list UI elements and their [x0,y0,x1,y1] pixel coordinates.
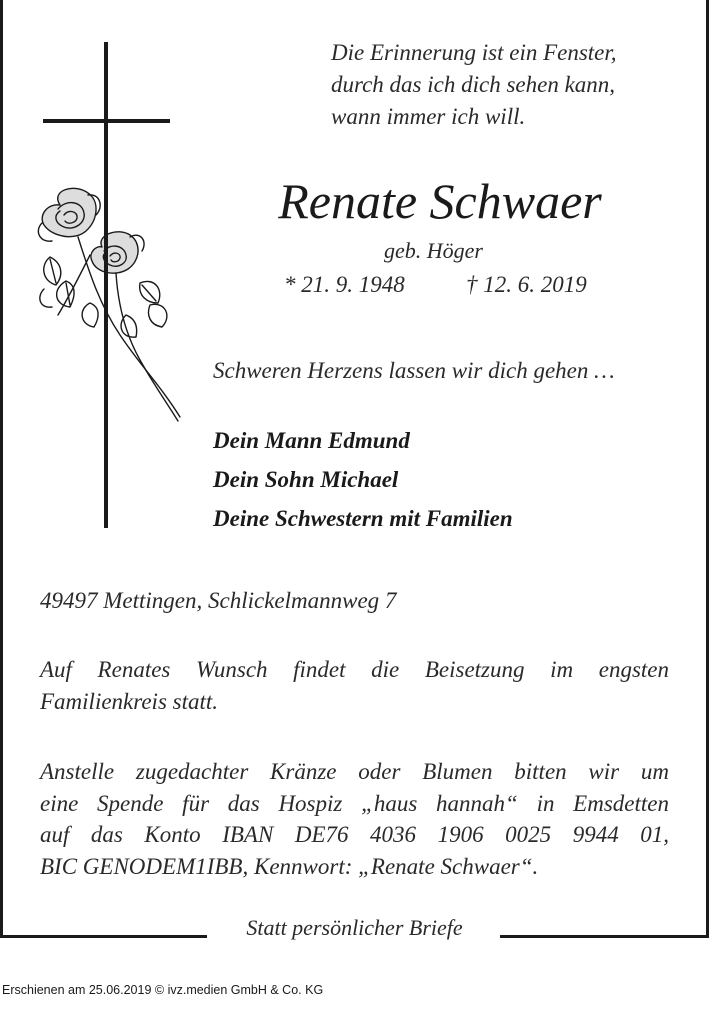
birth-name: geb. Höger [384,238,483,263]
farewell-line: Schweren Herzens lassen wir dich gehen … [213,358,615,383]
publication-imprint: Erschienen am 25.06.2019 © ivz.medien GmbH & Co. KG [2,983,324,997]
deceased-name: Renate Schwaer [278,173,602,229]
mourner-line: Dein Sohn Michael [213,467,399,492]
donation-note-line: auf das Konto IBAN DE76 4036 1906 0025 9944 01, [40,822,669,847]
memorial-quote [331,37,617,133]
donation-note-line: Anstelle zugedachter Kränze oder Blumen bitten wir um [40,759,669,784]
donation-note-line: BIC GENODEM1IBB, Kennwort: „Renate Schwaer“. [40,853,539,879]
birth-date: * 21. 9. 1948 [284,272,405,297]
quote-line: durch das ich dich sehen kann, [331,72,616,97]
burial-note-line: Familienkreis statt. [40,688,219,714]
donation-note [40,756,669,882]
burial-note [40,654,669,717]
quote-line: wann immer ich will. [331,104,526,129]
death-date: † 12. 6. 2019 [466,272,587,297]
mourner-line: Dein Mann Edmund [213,428,410,453]
donation-note-line: eine Spende für das Hospiz „haus hannah“ in Emsdetten [40,790,669,816]
footer-note: Statt persönlicher Briefe [246,915,463,940]
quote-line: Die Erinnerung ist ein Fenster, [331,40,617,65]
mourner-line: Deine Schwestern mit Familien [213,506,513,531]
address-line: 49497 Mettingen, Schlickelmannweg 7 [40,588,397,613]
burial-note-line: Auf Renates Wunsch findet die Beisetzung im engsten [40,657,669,682]
frame-border-left [0,0,3,938]
cross-horizontal-bar [43,119,170,123]
